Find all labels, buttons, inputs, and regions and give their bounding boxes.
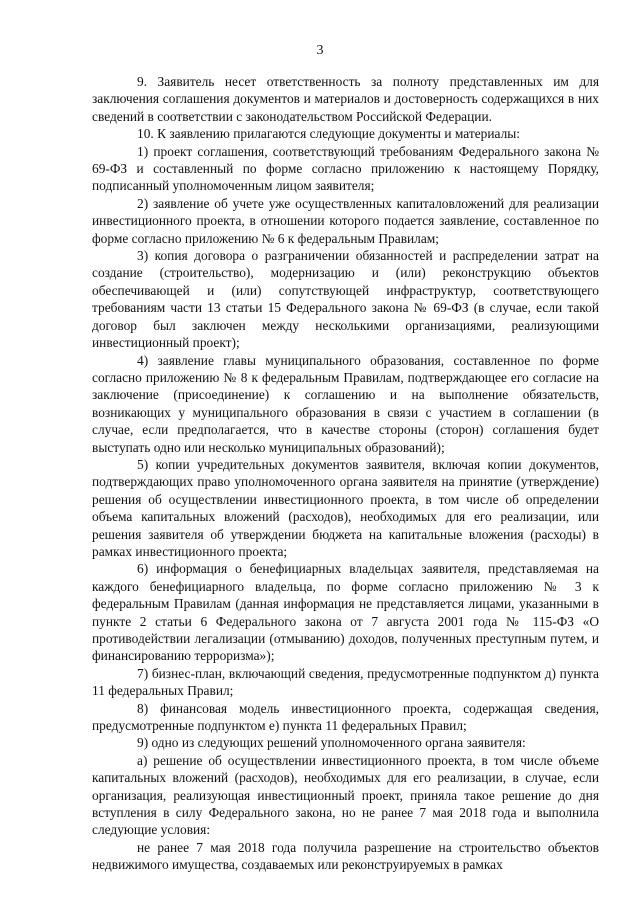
list-item-3: 3) копия договора о разграничении обязанностей и распределении затрат на создание (строительство), модернизацию и (или) реконструкцию объектов обеспечивающей и (или) сопутствующей инфраструктур, соответствующего требованиям части 13 статьи 15 Федерального закона № 69-ФЗ (в случае, если такой договор был заключен между несколькими организациями, реализующими инвестиционный проект); bbox=[92, 248, 599, 351]
list-item-1: 1) проект соглашения, соответствующий требованиям Федерального закона № 69-ФЗ и составленный по форме согласно приложению к настоящему Порядку, подписанный уполномоченным лицом заявителя; bbox=[92, 143, 599, 194]
list-item-4: 4) заявление главы муниципального образования, составленное по форме согласно приложению № 8 к федеральным Правилам, подтверждающее его согласие на заключение (присоединение) к соглашению и на выполнение обязательств, возникающих у муниципального образования в связи с участием в соглашении (в случае, если предполагается, что в качестве стороны (сторон) соглашения будет выступать одно или несколько муниципальных образований); bbox=[92, 352, 599, 455]
list-item-6: 6) информация о бенефициарных владельцах заявителя, представляемая на каждого бенефициарного владельца, по форме согласно приложению № 3 к федеральным Правилам (данная информация не представляется лицами, указанными в пункте 2 статьи 6 Федерального закона от 7 августа 2001 года № 115-ФЗ «О противодействии легализации (отмыванию) доходов, полученных преступным путем, и финансированию терроризма»); bbox=[92, 561, 599, 664]
condition-paragraph: не ранее 7 мая 2018 года получила разрешение на строительство объектов недвижимого имущества, создаваемых или реконструируемых в рамках bbox=[92, 839, 599, 873]
list-item-7: 7) бизнес-план, включающий сведения, предусмотренные подпунктом д) пункта 11 федеральных Правил; bbox=[92, 665, 599, 699]
paragraph-9: 9. Заявитель несет ответственность за полноту представленных им для заключения соглашения документов и материалов и достоверность содержащихся в них сведений в соответствии с законодательством Российской Федерации. bbox=[92, 74, 599, 124]
list-item-5: 5) копии учредительных документов заявителя, включая копии документов, подтверждающих право уполномоченного органа заявителя на принятие (утверждение) решения об осуществлении инвестиционного проекта, в том числе об определении объема капитальных вложений (расходов), необходимых для его реализации, или решения заявителя об утверждении бюджета на капитальные вложения (расходы) в рамках инвестиционного проекта; bbox=[92, 456, 599, 559]
list-item-9: 9) одно из следующих решений уполномоченного органа заявителя: bbox=[137, 735, 526, 751]
list-item-8: 8) финансовая модель инвестиционного проекта, содержащая сведения, предусмотренные подпунктом е) пункта 11 федеральных Правил; bbox=[92, 700, 599, 734]
list-item-2: 2) заявление об учете уже осуществленных капиталовложений для реализации инвестиционного проекта, в отношении которого подается заявление, составленное по форме согласно приложению № 6 к федеральным Правилам; bbox=[92, 195, 599, 246]
paragraph-10: 10. К заявлению прилагаются следующие документы и материалы: bbox=[137, 126, 520, 142]
sub-item-a: а) решение об осуществлении инвестиционного проекта, в том числе объеме капитальных вложений (расходов), необходимых для его реализации, в случае, если организация, реализующая инвестиционный проект, приняла такое решение до дня вступления в силу Федерального закона, но не ранее 7 мая 2018 года и выполнила следующие условия: bbox=[92, 752, 599, 838]
document-body bbox=[92, 73, 599, 874]
page-number: 3 bbox=[316, 43, 324, 58]
